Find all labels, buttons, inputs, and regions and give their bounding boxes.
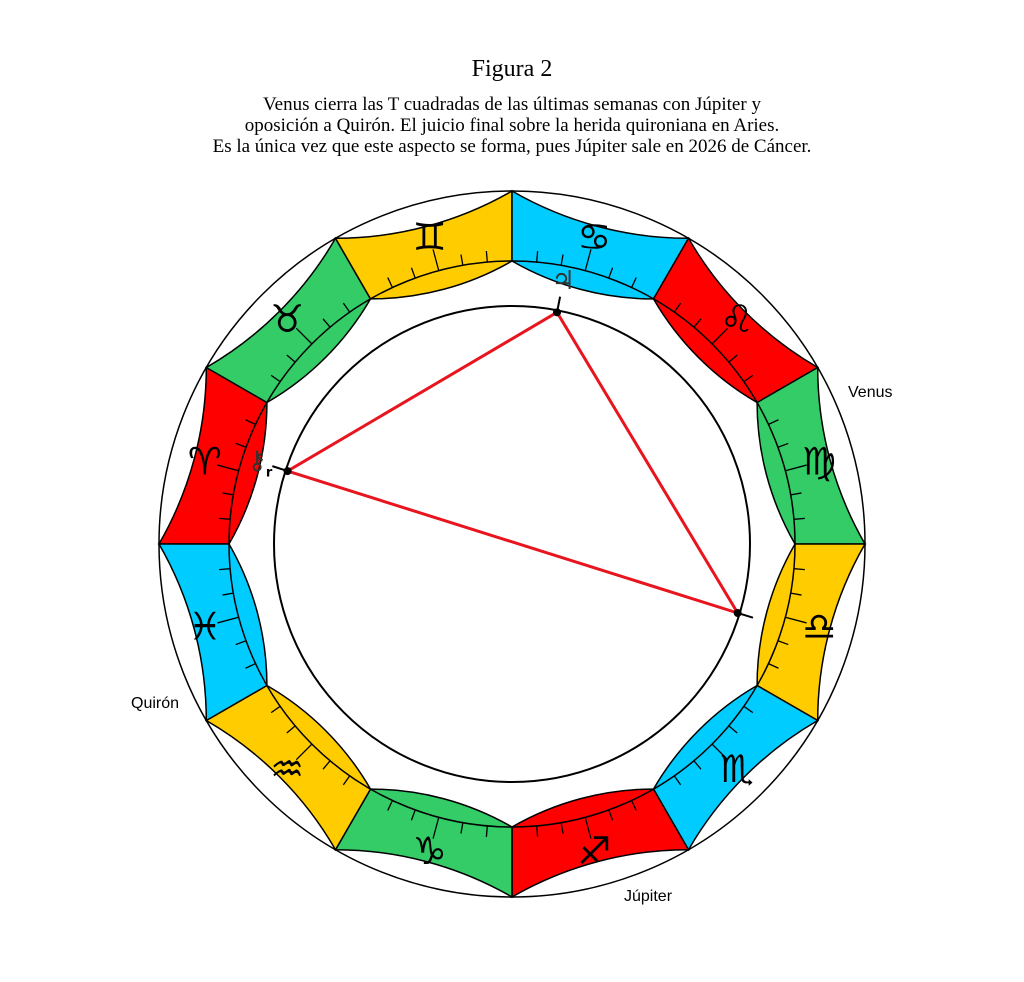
- jupiter-position-dot: [553, 308, 561, 316]
- figure-title: Figura 2: [471, 56, 553, 82]
- jupiter-position-tick: [557, 297, 560, 311]
- caption-line-3: Es la única vez que este aspecto se forma, pues Júpiter sale en 2026 de Cáncer.: [212, 136, 812, 157]
- venus-position-dot: [734, 609, 742, 617]
- venus-position-tick: [740, 614, 753, 618]
- sign-glyph-acuario-icon: ♒: [270, 746, 305, 791]
- aspect-line-chiron-venus: [288, 471, 738, 613]
- sign-glyph-sagitario-icon: ♐: [577, 829, 612, 874]
- venus-label: Venus: [848, 384, 893, 401]
- caption-line-2: oposición a Quirón. El juicio final sobre la herida quironiana en Aries.: [244, 115, 780, 136]
- sign-glyph-escorpio-icon: ♏: [719, 746, 754, 791]
- zodiac-ring: [159, 191, 865, 897]
- chiron-glyph-icon: ⚷: [247, 446, 267, 477]
- ring-outlines: [159, 191, 865, 897]
- sign-glyph-tauro-icon: ♉: [270, 297, 305, 342]
- outer-ring: [159, 191, 865, 897]
- sign-glyph-geminis-icon: ♊: [412, 214, 447, 259]
- chiron-label: Quirón: [131, 695, 180, 712]
- aspect-triangle: [288, 312, 738, 613]
- zodiac-glyphs: [188, 215, 836, 873]
- sign-glyph-libra-icon: ♎: [802, 604, 837, 649]
- chiron-retrograde-mark: r: [265, 465, 273, 481]
- chiron-position-dot: [284, 467, 292, 475]
- sign-glyph-aries-icon: ♈: [187, 439, 222, 484]
- caption-line-1: Venus cierra las T cuadradas de las últimas semanas con Júpiter y: [263, 94, 761, 115]
- sign-glyph-leo-icon: ♌: [719, 297, 754, 342]
- sign-glyph-capricornio-icon: ♑: [412, 829, 447, 874]
- chart-circle: [274, 306, 750, 782]
- chiron-position-tick: [272, 466, 285, 470]
- sign-glyph-virgo-icon: ♍: [802, 439, 837, 484]
- jupiter-label: Júpiter: [624, 888, 673, 905]
- sign-glyph-piscis-icon: ♓: [187, 604, 222, 649]
- sign-glyph-cancer-icon: ♋: [577, 214, 612, 259]
- jupiter-glyph-icon: ♃: [551, 265, 575, 296]
